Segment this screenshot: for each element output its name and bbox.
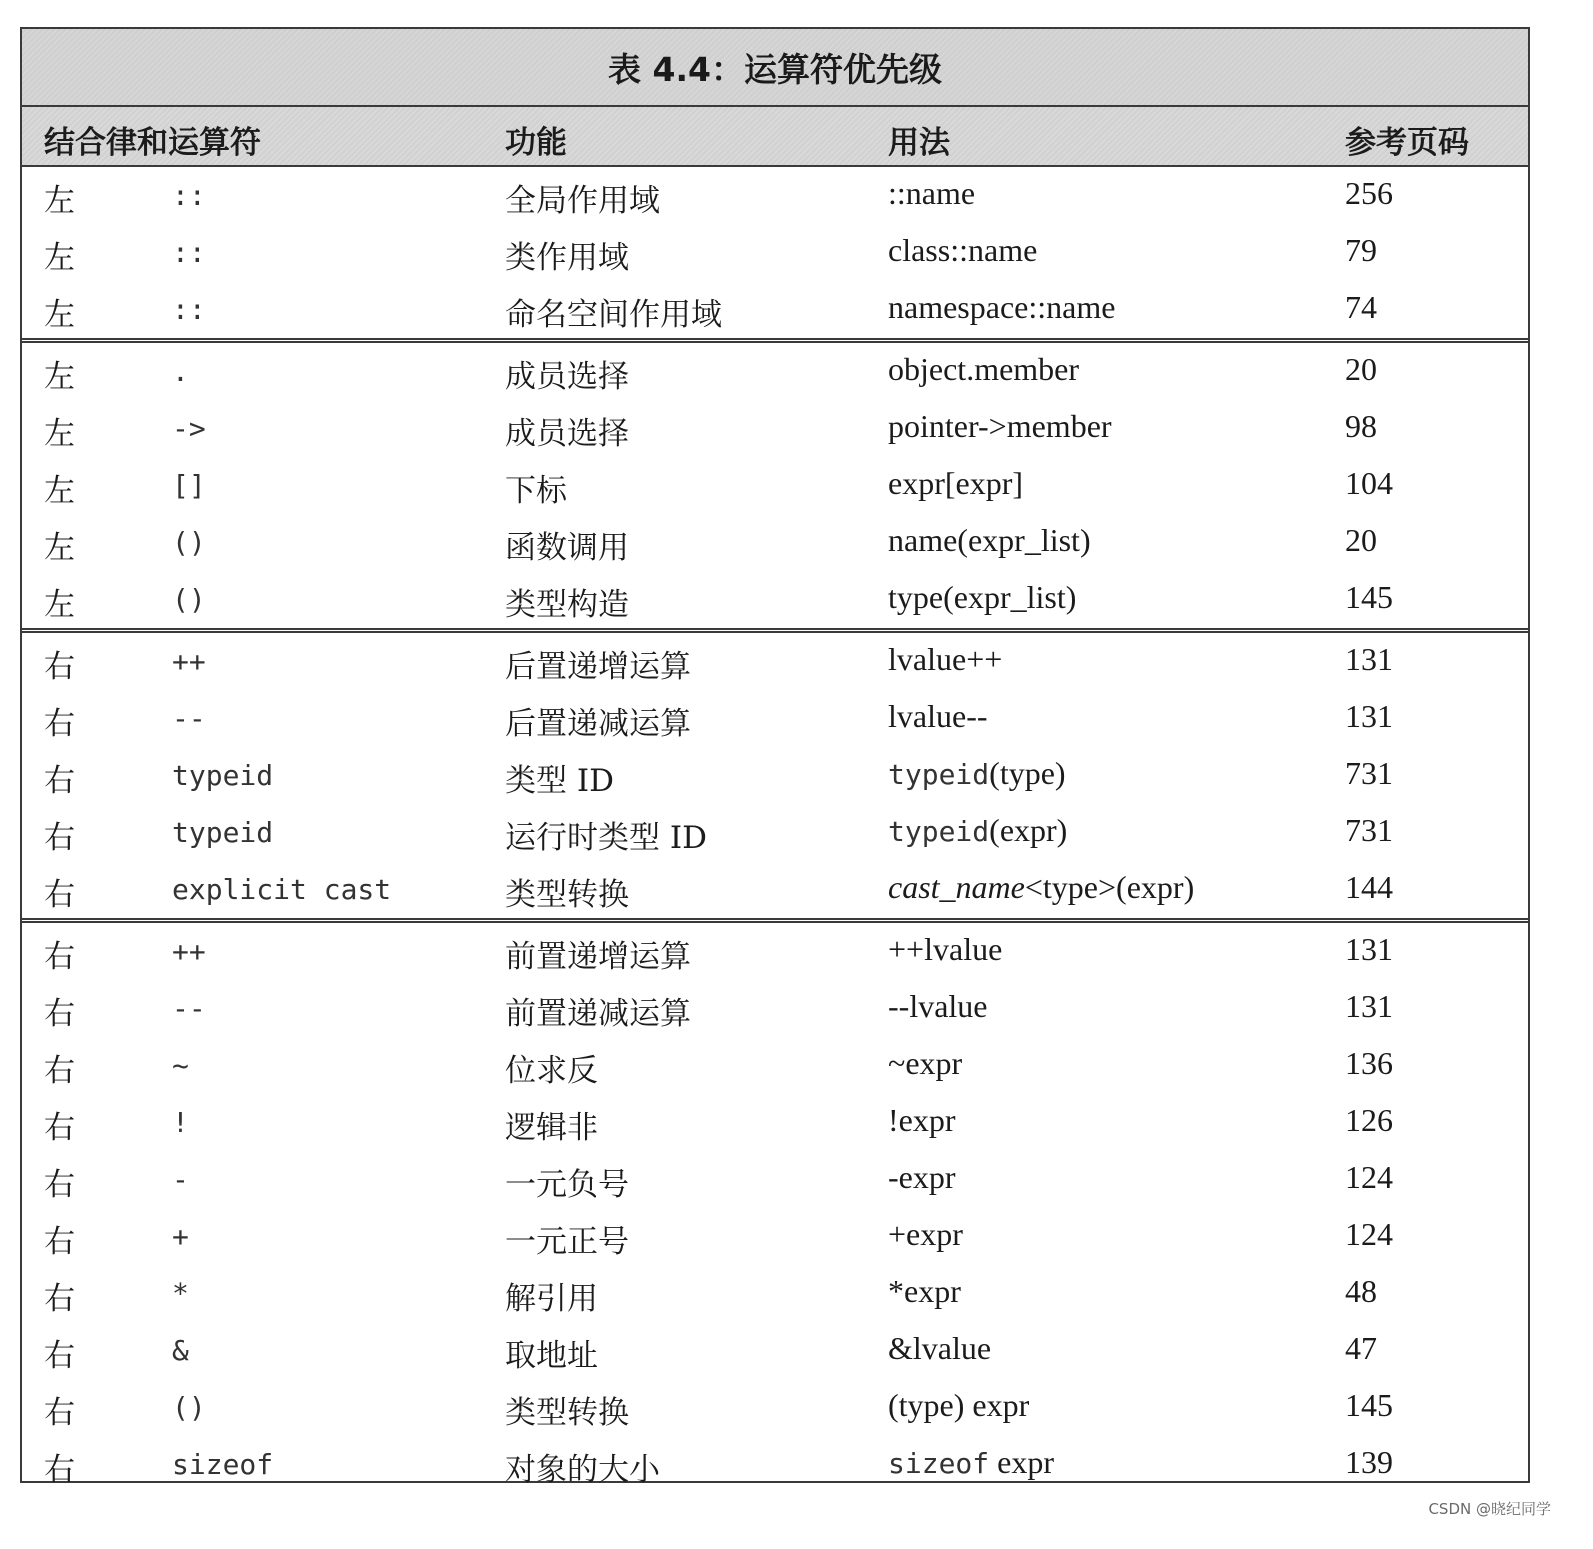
table-row [22, 1436, 1528, 1493]
table-row [22, 923, 1528, 980]
cell-function: 对象的大小 [505, 1452, 660, 1488]
cell-assoc: 右 [44, 996, 75, 1032]
cell-usage [888, 1216, 963, 1253]
table-row [22, 861, 1528, 918]
table-title [22, 29, 1528, 107]
cell-operator: ~ [172, 1049, 189, 1082]
cell-page: 131 [1345, 641, 1393, 677]
cell-usage [888, 1330, 991, 1367]
cell-usage [888, 232, 1037, 269]
usage-text: class::name [888, 232, 1038, 268]
cell-page: 731 [1345, 812, 1393, 848]
cell-usage [888, 1387, 1029, 1424]
cell-assoc: 左 [44, 183, 75, 219]
usage-text: expr [989, 1444, 1055, 1480]
cell-assoc: 右 [44, 877, 75, 913]
cell-function: 成员选择 [505, 359, 629, 395]
cell-operator: -- [172, 992, 206, 1025]
cell-assoc: 右 [44, 1395, 75, 1431]
cell-function: 类型构造 [505, 587, 629, 623]
cell-operator: * [172, 1277, 189, 1310]
cell-assoc: 右 [44, 706, 75, 742]
cell-page: 131 [1345, 988, 1393, 1024]
cell-assoc: 右 [44, 1452, 75, 1488]
cell-operator: () [172, 526, 206, 559]
usage-text: -expr [888, 1159, 956, 1195]
table-row [22, 167, 1528, 224]
cell-operator: -- [172, 702, 206, 735]
cell-page: 20 [1345, 522, 1377, 558]
cell-assoc: 右 [44, 1224, 75, 1260]
table-row [22, 633, 1528, 690]
cell-page: 136 [1345, 1045, 1393, 1081]
cell-usage [888, 289, 1115, 326]
cell-function: 位求反 [505, 1053, 598, 1089]
usage-text: !expr [888, 1102, 956, 1138]
cell-operator: typeid [172, 759, 274, 792]
cell-usage [888, 698, 988, 735]
cell-operator: :: [172, 236, 206, 269]
cell-page: 256 [1345, 175, 1393, 211]
table-row [22, 400, 1528, 457]
usage-text: expr[expr] [888, 465, 1024, 501]
cell-function: 后置递减运算 [505, 706, 691, 742]
table-row [22, 571, 1528, 628]
cell-usage [888, 869, 1194, 906]
cell-assoc: 右 [44, 1338, 75, 1374]
cell-usage [888, 1444, 1054, 1481]
cell-operator: :: [172, 179, 206, 212]
cell-usage [888, 351, 1079, 388]
table-row [22, 804, 1528, 861]
usage-text: namespace::name [888, 289, 1116, 325]
cell-usage [888, 1273, 961, 1310]
cell-function: 逻辑非 [505, 1110, 598, 1146]
table-row [22, 690, 1528, 747]
usage-text: lvalue++ [888, 641, 1003, 677]
cell-page: 145 [1345, 1387, 1393, 1423]
precedence-table [20, 27, 1530, 1488]
cell-page: 79 [1345, 232, 1377, 268]
cell-assoc: 右 [44, 649, 75, 685]
cell-usage [888, 522, 1091, 559]
cell-page: 145 [1345, 579, 1393, 615]
cell-function: 类作用域 [505, 240, 629, 276]
cell-operator: ! [172, 1106, 189, 1139]
table-row [22, 514, 1528, 571]
cell-page: 47 [1345, 1330, 1377, 1366]
usage-text: name(expr_list) [888, 522, 1091, 558]
cell-usage [888, 465, 1023, 502]
cell-function: 全局作用域 [505, 183, 660, 219]
row-group [22, 167, 1528, 338]
cell-page: 74 [1345, 289, 1377, 325]
cell-usage [888, 1159, 956, 1196]
cell-operator: - [172, 1163, 189, 1196]
cell-usage [888, 579, 1076, 616]
usage-text: (type) [989, 755, 1066, 791]
usage-keyword: typeid [888, 815, 990, 848]
cell-operator: ++ [172, 935, 206, 968]
cell-operator: () [172, 1391, 206, 1424]
usage-text: pointer->member [888, 408, 1112, 444]
cell-assoc: 左 [44, 530, 75, 566]
table-row [22, 224, 1528, 281]
cell-assoc: 右 [44, 763, 75, 799]
table-row [22, 1037, 1528, 1094]
cell-operator: . [172, 355, 189, 388]
usage-text: type(expr_list) [888, 579, 1077, 615]
table-row [22, 1322, 1528, 1379]
cell-page: 124 [1345, 1159, 1393, 1195]
cell-page: 124 [1345, 1216, 1393, 1252]
header-assoc: 结合律和运算符 [44, 125, 261, 161]
usage-text: &lvalue [888, 1330, 992, 1366]
usage-keyword: sizeof [888, 1447, 990, 1480]
cell-usage [888, 1102, 956, 1139]
cell-function: 成员选择 [505, 416, 629, 452]
usage-keyword: typeid [888, 758, 990, 791]
cell-page: 731 [1345, 755, 1393, 791]
cell-assoc: 左 [44, 473, 75, 509]
usage-text: ++lvalue [888, 931, 1003, 967]
cell-assoc: 右 [44, 1053, 75, 1089]
cell-usage [888, 988, 988, 1025]
table-row [22, 1208, 1528, 1265]
cell-operator: :: [172, 293, 206, 326]
header-func: 功能 [505, 125, 567, 161]
cell-page: 139 [1345, 1444, 1393, 1480]
row-group [22, 918, 1528, 1493]
cell-usage [888, 408, 1112, 445]
cell-page: 104 [1345, 465, 1393, 501]
header-page: 参考页码 [1345, 125, 1469, 161]
cell-assoc: 左 [44, 297, 75, 333]
cell-assoc: 右 [44, 1110, 75, 1146]
table-header-row [22, 107, 1528, 167]
cell-assoc: 右 [44, 820, 75, 856]
usage-text: *expr [888, 1273, 961, 1309]
table-row [22, 1379, 1528, 1436]
usage-text: lvalue-- [888, 698, 988, 734]
cell-operator: [] [172, 469, 206, 502]
cell-function: 后置递增运算 [505, 649, 691, 685]
cell-function: 前置递减运算 [505, 996, 691, 1032]
cell-assoc: 左 [44, 359, 75, 395]
cell-assoc: 左 [44, 240, 75, 276]
cell-page: 144 [1345, 869, 1393, 905]
cell-function: 一元正号 [505, 1224, 629, 1260]
cell-function: 前置递增运算 [505, 939, 691, 975]
cell-page: 126 [1345, 1102, 1393, 1138]
cell-function: 类型转换 [505, 877, 629, 913]
cell-operator: + [172, 1220, 189, 1253]
cell-function: 解引用 [505, 1281, 598, 1317]
cell-operator: -> [172, 412, 206, 445]
cell-operator: typeid [172, 816, 274, 849]
cell-assoc: 右 [44, 1281, 75, 1317]
table-row [22, 457, 1528, 514]
cell-usage [888, 931, 1002, 968]
table-row [22, 747, 1528, 804]
cell-assoc: 右 [44, 1167, 75, 1203]
usage-text: (expr) [989, 812, 1068, 848]
cell-assoc: 左 [44, 416, 75, 452]
cell-page: 131 [1345, 931, 1393, 967]
usage-italic: cast_name [888, 869, 1025, 905]
usage-text: ::name [888, 175, 976, 211]
usage-text: object.member [888, 351, 1080, 387]
cell-operator: explicit cast [172, 873, 392, 906]
cell-page: 20 [1345, 351, 1377, 387]
cell-usage [888, 755, 1066, 792]
header-usage: 用法 [888, 125, 950, 161]
row-group [22, 628, 1528, 918]
cell-function: 命名空间作用域 [505, 297, 722, 333]
cell-function: 函数调用 [505, 530, 629, 566]
cell-usage [888, 812, 1067, 849]
cell-operator: ++ [172, 645, 206, 678]
cell-assoc: 右 [44, 939, 75, 975]
cell-function: 一元负号 [505, 1167, 629, 1203]
table-row [22, 343, 1528, 400]
table-row [22, 980, 1528, 1037]
table-row [22, 1094, 1528, 1151]
usage-text: <type>(expr) [1024, 869, 1195, 905]
cell-page: 131 [1345, 698, 1393, 734]
cell-operator: & [172, 1334, 189, 1367]
cell-function: 类型转换 [505, 1395, 629, 1431]
usage-text: ~expr [888, 1045, 963, 1081]
cell-usage [888, 641, 1002, 678]
row-group [22, 338, 1528, 628]
cell-page: 98 [1345, 408, 1377, 444]
cell-assoc: 左 [44, 587, 75, 623]
usage-text: (type) expr [888, 1387, 1030, 1423]
cell-function: 下标 [505, 473, 567, 509]
table-title-text: 表 4.4：运算符优先级 [608, 49, 942, 89]
table-body [22, 167, 1528, 1493]
watermark: CSDN @晓纪同学 [1428, 1500, 1551, 1518]
usage-text: --lvalue [888, 988, 988, 1024]
cell-usage [888, 175, 975, 212]
table-row [22, 1151, 1528, 1208]
cell-function: 类型 ID [505, 763, 614, 799]
cell-operator: sizeof [172, 1448, 274, 1481]
cell-usage [888, 1045, 962, 1082]
usage-text: +expr [888, 1216, 963, 1252]
cell-function: 取地址 [505, 1338, 598, 1374]
table-row [22, 281, 1528, 338]
cell-page: 48 [1345, 1273, 1377, 1309]
table-row [22, 1265, 1528, 1322]
cell-function: 运行时类型 ID [505, 820, 707, 856]
cell-operator: () [172, 583, 206, 616]
